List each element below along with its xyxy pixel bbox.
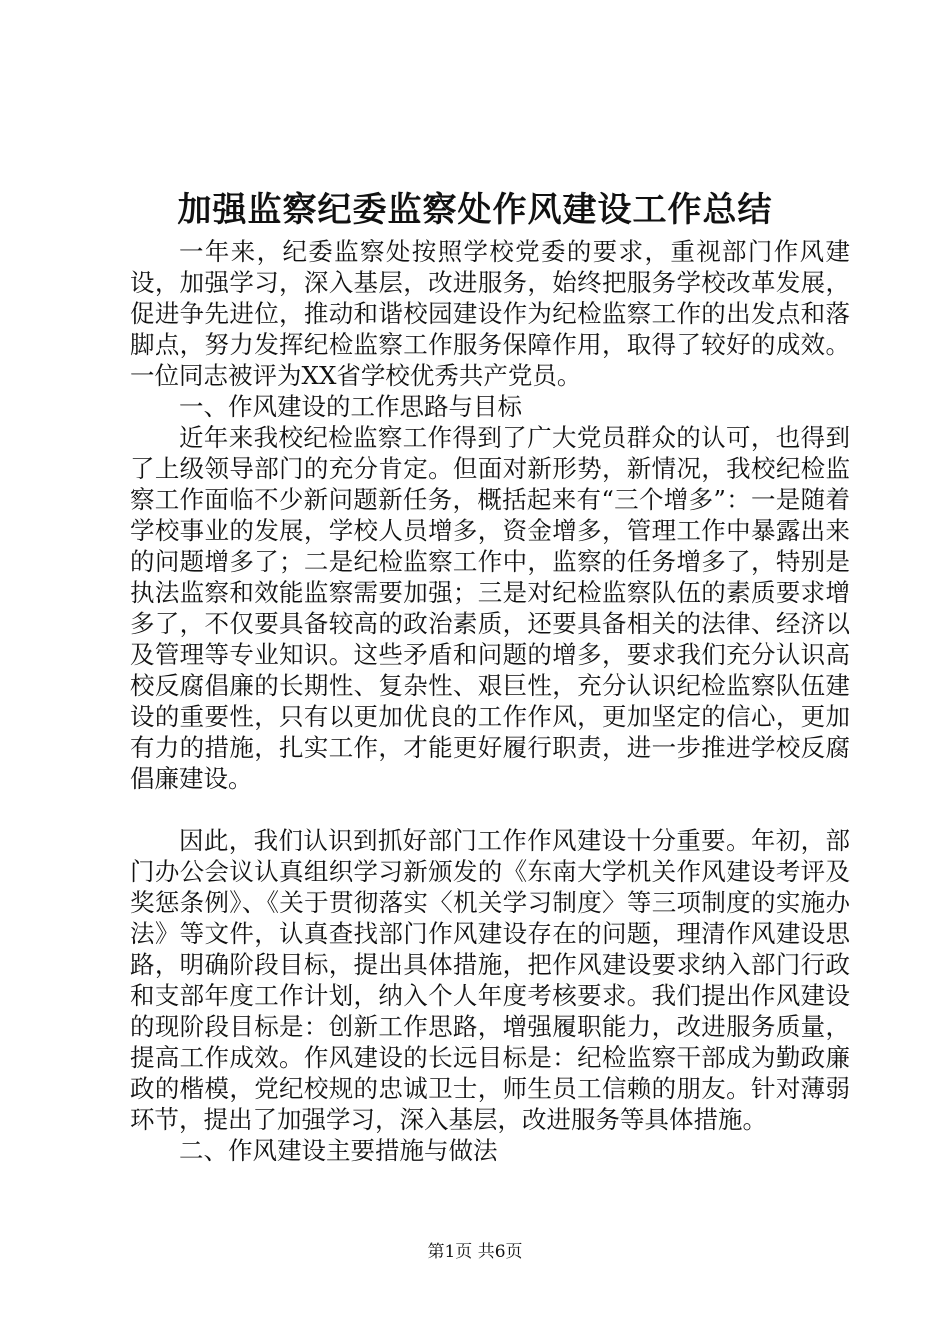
page-number-footer: 第1页 共6页 [427, 1242, 523, 1262]
document-body [130, 236, 850, 1166]
section-2-heading: 二、作风建设主要措施与做法 [179, 1136, 498, 1165]
section-1-paragraph-1: 近年来我校纪检监察工作得到了广大党员群众的认可，也得到了上级领导部门的充分肯定。但面对新形势，新情况，我校纪检监察工作面临不少新问题新任务，概括起来有“三个增多”：一是随着学校事业的发展，学校人员增多，资金增多，管理工作中暴露出来的问题增多了；二是纪检监察工作中，监察的任务增多了，特别是执法监察和效能监察需要加强；三是对纪检监察队伍的素质要求增多了，不仅要具备较高的政治素质，还要具备相关的法律、经济以及管理等专业知识。这些矛盾和问题的增多，要求我们充分认识高校反腐倡廉的长期性、复杂性、艰巨性，充分认识纪检监察队伍建设的重要性，只有以更加优良的工作作风，更加坚定的信心，更加有力的措施，扎实工作，才能更好履行职责，进一步推进学校反腐倡廉建设。 [130, 423, 850, 793]
section-1-paragraph-2: 因此，我们认识到抓好部门工作作风建设十分重要。年初，部门办公会议认真组织学习新颁发的《东南大学机关作风建设考评及奖惩条例》、《关于贯彻落实〈机关学习制度〉等三项制度的实施办法》等文件，认真查找部门作风建设存在的问题，理清作风建设思路，明确阶段目标，提出具体措施，把作风建设要求纳入部门行政和支部年度工作计划，纳入个人年度考核要求。我们提出作风建设的现阶段目标是：创新工作思路，增强履职能力，改进服务质量，提高工作成效。作风建设的长远目标是：纪检监察干部成为勤政廉政的楷模，党纪校规的忠诚卫士，师生员工信赖的朋友。针对薄弱环节，提出了加强学习，深入基层，改进服务等具体措施。 [130, 826, 850, 1134]
intro-paragraph: 一年来，纪委监察处按照学校党委的要求，重视部门作风建设，加强学习，深入基层，改进服务，始终把服务学校改革发展，促进争先进位，推动和谐校园建设作为纪检监察工作的出发点和落脚点，努力发挥纪检监察工作服务保障作用，取得了较好的成效。一位同志被评为XX省学校优秀共产党员。 [130, 237, 850, 390]
document-title: 加强监察纪委监察处作风建设工作总结 [177, 190, 773, 230]
section-1-heading: 一、作风建设的工作思路与目标 [179, 392, 522, 421]
paragraph-gap [130, 794, 850, 825]
